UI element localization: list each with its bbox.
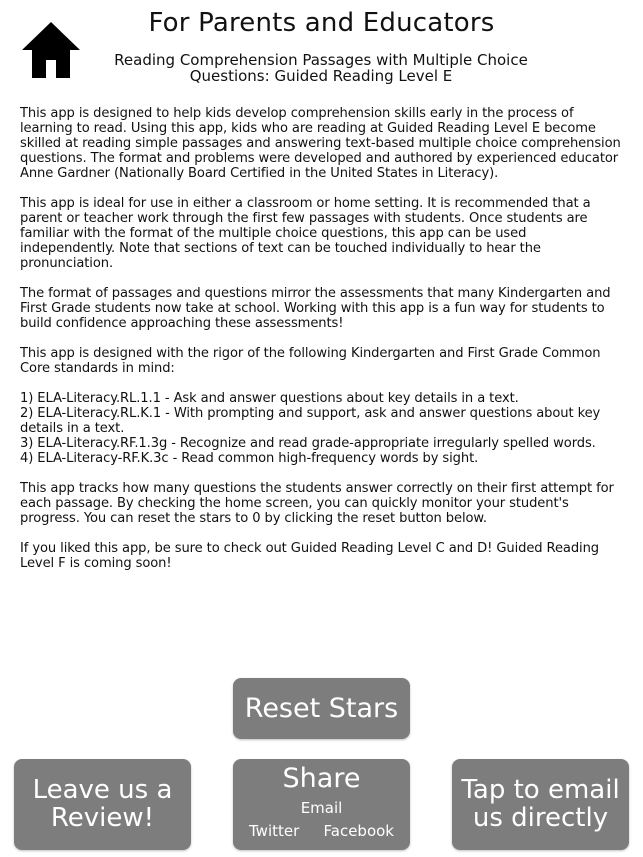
reset-stars-button[interactable]: Reset Stars [233,678,410,739]
paragraph-tracking: This app tracks how many questions the students answer correctly on their first attempt for each passage. By checking the home screen, you can quickly monitor your student's progress. You can reset the stars to 0 by clicking the reset button below. [20,481,614,526]
share-email-link[interactable]: Email [300,799,343,817]
standards-list [20,391,625,466]
paragraph-setting: This app is ideal for use in either a classroom or home setting. It is recommended that a parent or teacher work through the first few passages with students. Once students are familiar with the format of the multiple choice questions, this app can be used independently. Note that sections of text can be touched individually to hear the pronunciation. [20,196,591,271]
leave-review-button[interactable] [14,759,191,850]
standard-item: 1) ELA-Literacy.RL.1.1 - Ask and answer questions about key details in a text. [20,391,519,406]
info-text [20,106,625,586]
email-us-button[interactable] [452,759,629,850]
email-label-line2: us directly [472,803,609,833]
share-twitter-link[interactable]: Twitter [249,822,300,840]
review-label-line2: Review! [50,803,155,833]
share-facebook-link[interactable]: Facebook [323,822,394,840]
paragraph-assessments: The format of passages and questions mirror the assessments that many Kindergarten and First Grade students now take at school. Working with this app is a fun way for students to build confidence approaching these assessments! [20,286,611,331]
share-panel [233,759,410,850]
page-subtitle: Reading Comprehension Passages with Multiple Choice Questions: Guided Reading Level E [114,51,528,85]
paragraph-more-apps: If you liked this app, be sure to check out Guided Reading Level C and D! Guided Reading Level F is coming soon! [20,541,599,571]
page-title: For Parents and Educators [148,8,495,38]
paragraph-standards-intro: This app is designed with the rigor of the following Kindergarten and First Grade Common Core standards in mind: [20,346,601,376]
paragraph-intro: This app is designed to help kids develop comprehension skills early in the process of learning to read. Using this app, kids who are reading at Guided Reading Level E become skilled at reading simple passages and answering text-based multiple choice comprehension questions. The format and problems were developed and authored by experienced educator Anne Gardner (Nationally Board Certified in the United States in Literacy). [20,106,621,181]
standard-item: 4) ELA-Literacy-RF.K.3c - Read common high-frequency words by sight. [20,451,479,466]
standard-item: 2) ELA-Literacy.RL.K.1 - With prompting and support, ask and answer questions about key details in a text. [20,406,601,436]
email-label-line1: Tap to email [461,775,620,805]
review-label-line1: Leave us a [32,775,173,805]
standard-item: 3) ELA-Literacy.RF.1.3g - Recognize and read grade-appropriate irregularly spelled words. [20,436,596,451]
share-title: Share [282,763,361,794]
